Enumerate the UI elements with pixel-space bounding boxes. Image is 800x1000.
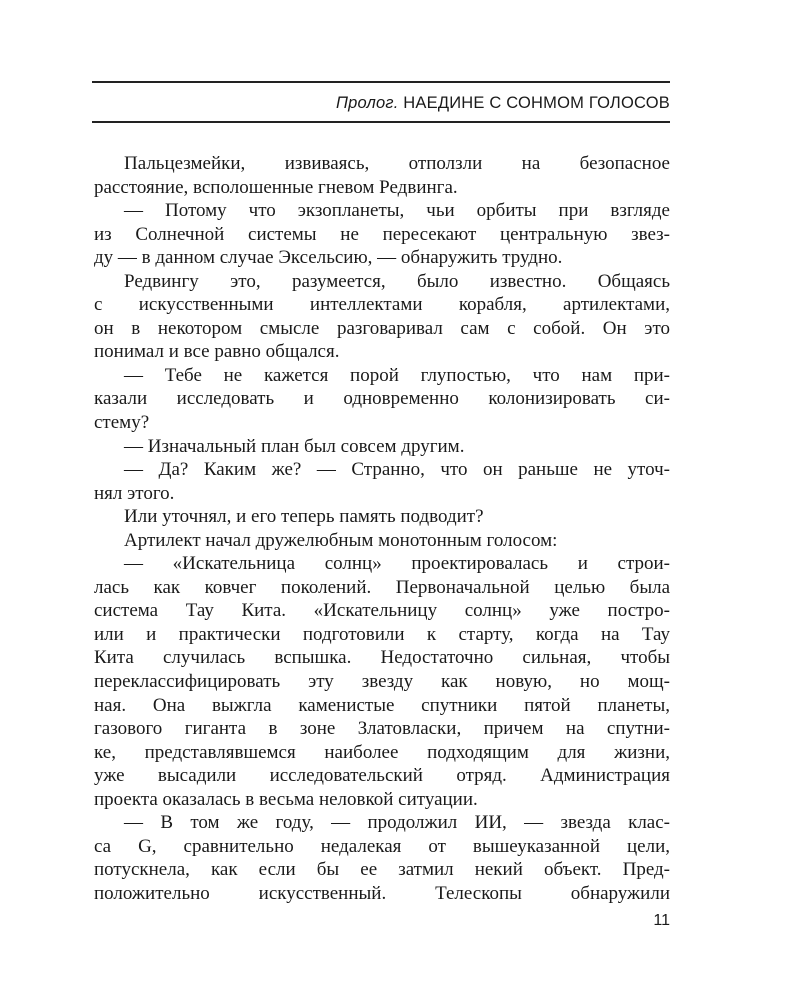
text-line: Или уточнял, и его теперь память подводит? (124, 506, 484, 528)
text-line: Кита случилась вспышка. Недостаточно сильная, чтобы (94, 647, 670, 669)
text-line: стему? (94, 412, 150, 434)
text-line: ке, представлявшемся наиболее подходящим для жизни, (94, 741, 670, 763)
text-line: — «Искательница солнц» проектировалась и строи- (124, 553, 670, 575)
text-line: казали исследовать и одновременно колонизировать си- (94, 388, 670, 410)
text-line: Редвингу это, разумеется, было известно. Общаясь (124, 270, 670, 292)
text-line: расстояние, всполошенные гневом Редвинга. (94, 176, 458, 198)
header-rule-bottom (92, 121, 670, 123)
text-line: Артилект начал дружелюбным монотонным голосом: (124, 529, 558, 551)
text-line: — Изначальный план был совсем другим. (124, 435, 465, 457)
running-head-title: НАЕДИНЕ С СОНМОМ ГОЛОСОВ (403, 94, 670, 112)
page-number: 11 (653, 912, 670, 929)
text-line: потускнела, как если бы ее затмил некий объект. Пред- (94, 859, 670, 881)
text-line: с искусственными интеллектами корабля, артилектами, (94, 294, 670, 316)
text-line: нял этого. (94, 482, 175, 504)
text-line: ная. Она выжгла каменистые спутники пятой планеты, (94, 694, 670, 716)
text-line: са G, сравнительно недалекая от вышеуказанной цели, (94, 835, 670, 857)
running-head-prefix: Пролог. (335, 94, 399, 112)
text-line: — В том же году, — продолжил ИИ, — звезда клас- (124, 812, 670, 834)
text-line: переклассифицировать эту звезду как новую, но мощ- (94, 671, 670, 693)
text-line: ду — в данном случае Эксельсию, — обнаружить трудно. (94, 247, 563, 269)
text-line: лась как ковчег поколений. Первоначальной целью была (94, 576, 670, 598)
body-text (94, 152, 670, 906)
text-line: газового гиганта в зоне Златовласки, причем на спутни- (94, 718, 670, 740)
text-line: понимал и все равно общался. (94, 341, 340, 363)
text-line: положительно искусственный. Телескопы обнаружили (94, 882, 670, 904)
running-head (92, 90, 670, 116)
header-rule-top (92, 81, 670, 83)
text-line: Пальцезмейки, извиваясь, отползли на безопасное (124, 153, 670, 174)
text-line: — Да? Каким же? — Странно, что он раньше не уточ- (124, 459, 670, 481)
text-line: проекта оказалась в весьма неловкой ситуации. (94, 788, 478, 810)
text-line: из Солнечной системы не пересекают центральную звез- (94, 223, 670, 245)
text-line: уже высадили исследовательский отряд. Администрация (94, 765, 670, 787)
text-line: или и практически подготовили к старту, когда на Тау (94, 623, 670, 645)
text-line: — Тебе не кажется порой глупостью, что нам при- (124, 364, 670, 386)
text-line: он в некотором смысле разговаривал сам с собой. Он это (94, 317, 670, 339)
text-line: — Потому что экзопланеты, чьи орбиты при взгляде (124, 200, 670, 222)
text-line: система Тау Кита. «Искательницу солнц» уже постро- (94, 600, 670, 622)
